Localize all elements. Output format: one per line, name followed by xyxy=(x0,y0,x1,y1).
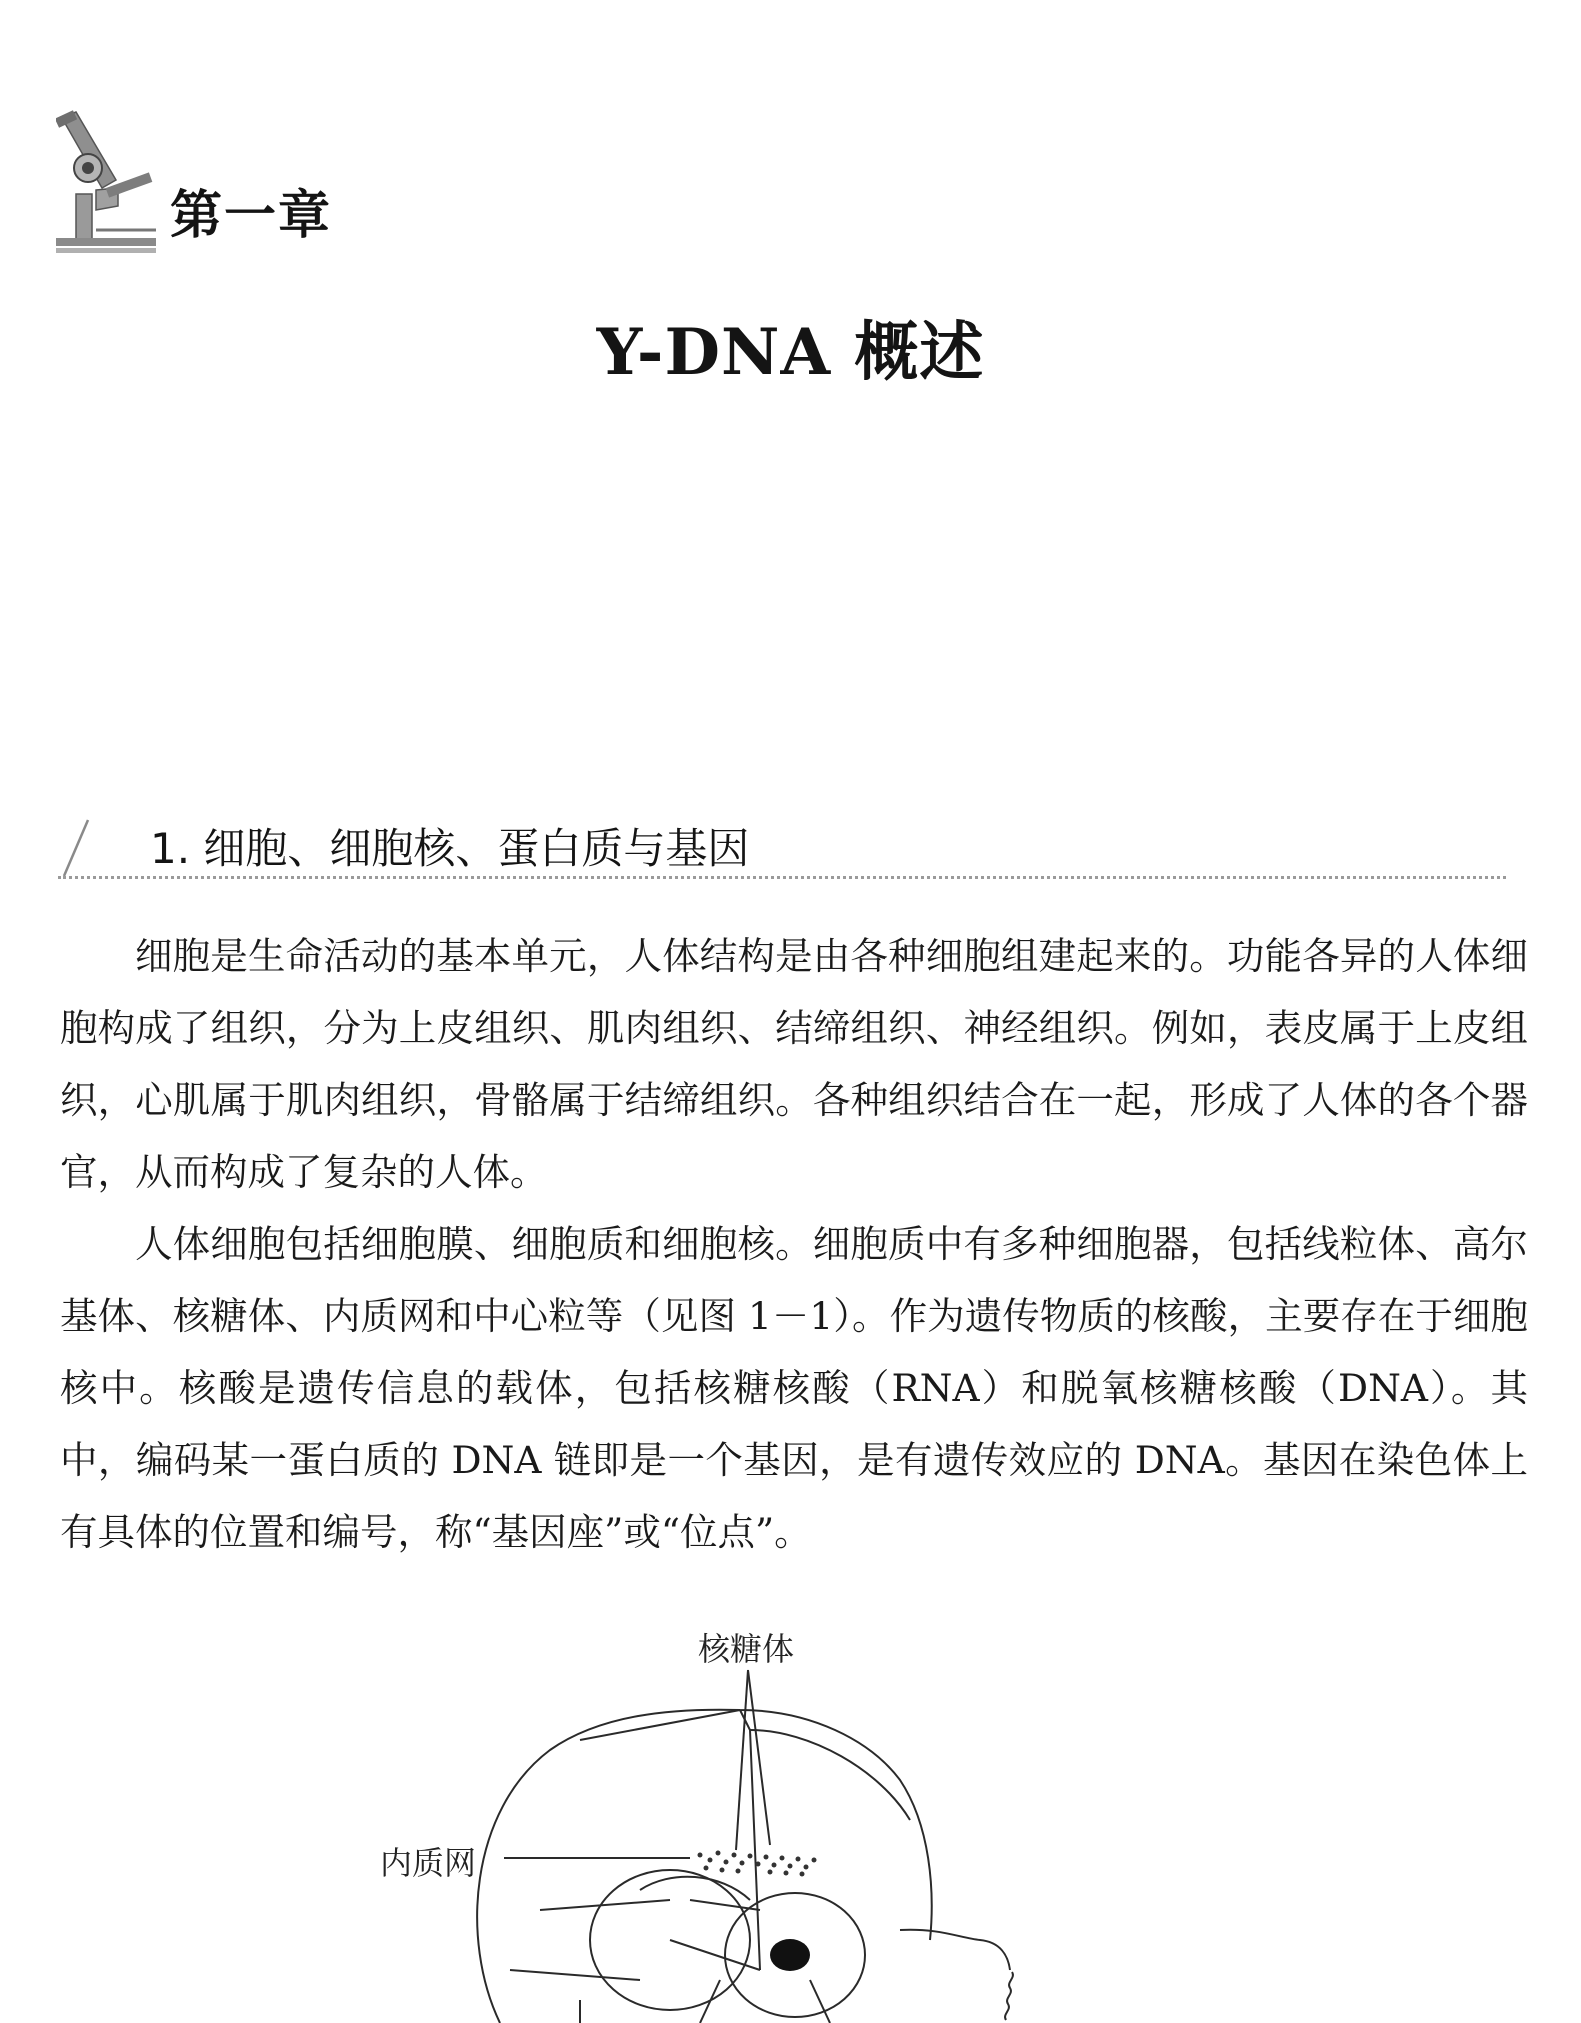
chapter-label: 第一章 xyxy=(170,186,333,246)
microscope-icon xyxy=(56,110,162,260)
section-heading xyxy=(58,818,1506,880)
paragraph-2: 人体细胞包括细胞膜、细胞质和细胞核。细胞质中有多种细胞器，包括线粒体、高尔基体、核糖体、内质网和中心粒等（见图 1－1）。作为遗传物质的核酸，主要存在于细胞核中。核酸是遗传信息的载体，包括核糖核酸（RNA）和脱氧核糖核酸（DNA）。其中，编码某一蛋白质的 DNA 链即是一个基因，是有遗传效应的 DNA。基因在染色体上有具体的位置和编号，称“基因座”或“位点”。 xyxy=(60,1222,1528,1554)
dotted-divider xyxy=(58,876,1506,879)
section-title: 1. 细胞、细胞核、蛋白质与基因 xyxy=(150,824,750,873)
label-endoplasmic-reticulum: 内质网 xyxy=(380,1844,477,1882)
body-text xyxy=(60,920,1528,1568)
cell-diagram-figure xyxy=(340,1610,1100,2023)
cell-diagram xyxy=(340,1610,1100,2023)
slash-ornament xyxy=(58,818,98,880)
chapter-header xyxy=(56,110,376,260)
chapter-title: Y-DNA 概述 xyxy=(596,315,985,390)
paragraph-1: 细胞是生命活动的基本单元，人体结构是由各种细胞组建起来的。功能各异的人体细胞构成了组织，分为上皮组织、肌肉组织、结缔组织、神经组织。例如，表皮属于上皮组织，心肌属于肌肉组织，骨骼属于结缔组织。各种组织结合在一起，形成了人体的各个器官，从而构成了复杂的人体。 xyxy=(60,934,1528,1194)
label-ribosome: 核糖体 xyxy=(698,1630,795,1668)
